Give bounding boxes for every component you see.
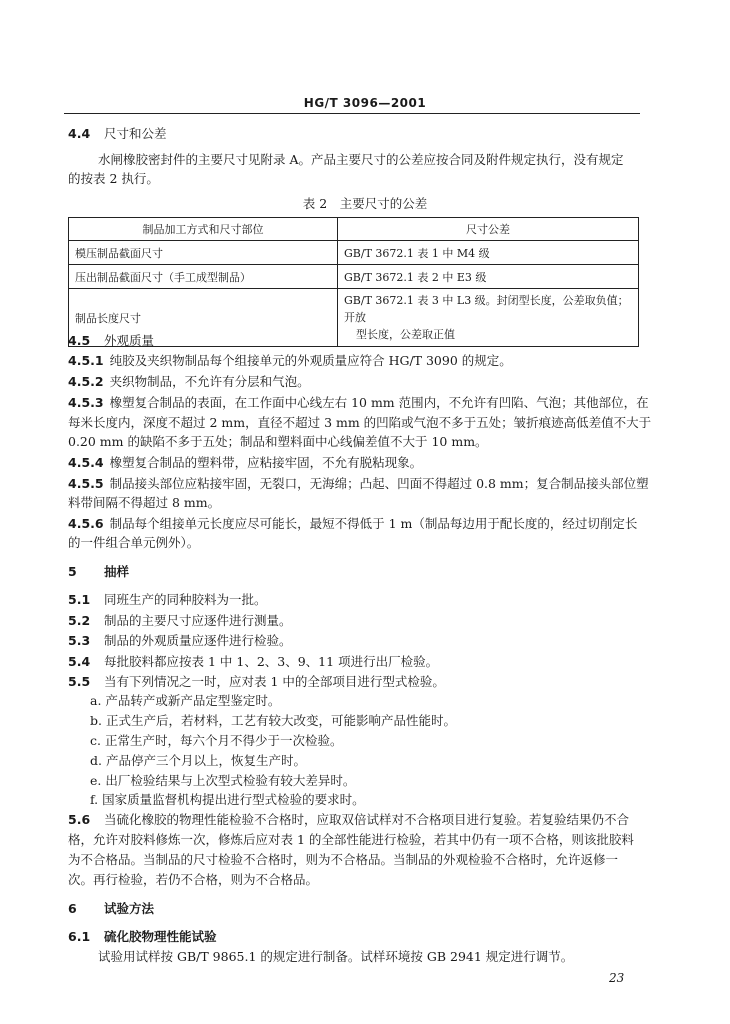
table-row [69, 265, 639, 289]
clause-text: 橡塑复合制品的塑料带，应粘接牢固，不允有脱粘现象。 [109, 455, 423, 470]
table-row [69, 241, 639, 265]
section-title: 外观质量 [104, 333, 155, 348]
section-4-5-heading [68, 331, 642, 351]
page-header: HG/T 3096—2001 [303, 96, 427, 110]
list-item: b. 正式生产后，若材料，工艺有较大改变，可能影响产品性能时。 [90, 713, 456, 728]
paragraph-line: 格，允许对胶料修炼一次，修炼后应对表 1 的全部性能进行检验，若其中仍有一项不合格，则该批胶料 [68, 832, 634, 847]
clause-5-1 [68, 590, 642, 610]
paragraph-line: 0.20 mm 的缺陷不多于五处；制品和塑料面中心线偏差值不大于 10 mm。 [68, 434, 488, 449]
paragraph-line: 料带间隔不得超过 8 mm。 [68, 495, 221, 510]
clause-number: 5.5 [68, 674, 91, 689]
cell-line: 型长度，公差取正值 [356, 328, 455, 341]
list-item: e. 出厂检验结果与上次型式检验有较大差异时。 [90, 773, 356, 788]
clause-text: 制品接头部位应粘接牢固，无裂口，无海绵；凸起、凹面不得超过 0.8 mm；复合制品接头部位塑 [109, 476, 649, 491]
paragraph-line: 次。再行检验，若仍不合格，则为不合格品。 [68, 872, 319, 887]
clause-number: 4.5.4 [68, 455, 104, 470]
list-item: a. 产品转产或新产品定型鉴定时。 [90, 693, 281, 708]
paragraph-line: 为不合格品。当制品的尺寸检验不合格时，则为不合格品。当制品的外观检验不合格时，允许返修一 [68, 852, 619, 867]
table-cell: 制品长度尺寸 [69, 289, 338, 347]
clause-text: 制品的主要尺寸应逐件进行测量。 [104, 613, 292, 628]
clause-text: 当硫化橡胶的物理性能检验不合格时，应取双倍试样对不合格项目进行复验。若复验结果仍不合 [104, 812, 630, 827]
clause-number: 5.3 [68, 633, 91, 648]
clause-text: 制品的外观质量应逐件进行检验。 [104, 633, 292, 648]
tolerance-table [68, 217, 639, 347]
table-caption: 表 2 主要尺寸的公差 [302, 196, 428, 211]
table-header-row [69, 218, 639, 241]
clause-number: 6.1 [68, 929, 91, 944]
clause-number: 4.5.1 [68, 353, 104, 368]
clause-text: 夹织物制品，不允许有分层和气泡。 [109, 374, 310, 389]
clause-number: 5.6 [68, 812, 91, 827]
clause-5-5 [68, 672, 642, 692]
clause-4-5-5 [68, 474, 649, 494]
clause-5-4 [68, 652, 642, 672]
section-4-4-heading [68, 124, 642, 144]
list-item: c. 正常生产时，每六个月不得少于一次检验。 [90, 733, 343, 748]
cell-line: GB/T 3672.1 表 3 中 L3 级。封闭型长度，公差取负值；开放 [344, 294, 629, 324]
section-title: 尺寸和公差 [104, 126, 167, 141]
section-number: 6 [68, 901, 77, 916]
clause-text: 同班生产的同种胶料为一批。 [104, 592, 267, 607]
clause-6-1-heading [68, 927, 642, 947]
list-item: d. 产品停产三个月以上，恢复生产时。 [90, 753, 306, 768]
clause-4-5-6 [68, 514, 642, 534]
page-number: 23 [609, 971, 625, 985]
column-header: 制品加工方式和尺寸部位 [69, 218, 338, 241]
section-title: 试验方法 [104, 901, 155, 916]
clause-text: 每批胶料都应按表 1 中 1、2、3、9、11 项进行出厂检验。 [104, 654, 439, 669]
clause-4-5-3 [68, 393, 649, 413]
section-number: 4.4 [68, 126, 91, 141]
paragraph-line: 的一件组合单元例外）。 [68, 535, 200, 550]
clause-text: 纯胶及夹织物制品每个组接单元的外观质量应符合 HG/T 3090 的规定。 [109, 353, 512, 368]
paragraph-line: 水闸橡胶密封件的主要尺寸见附录 A。产品主要尺寸的公差应按合同及附件规定执行，没有规定 [98, 152, 624, 167]
clause-number: 4.5.3 [68, 395, 104, 410]
clause-4-5-4 [68, 453, 642, 473]
clause-text: 制品每个组接单元长度应尽可能长，最短不得低于 1 m（制品每边用于配长度的，经过切削定长 [109, 516, 638, 531]
clause-text: 当有下列情况之一时，应对表 1 中的全部项目进行型式检验。 [104, 674, 445, 689]
clause-number: 4.5.6 [68, 516, 104, 531]
clause-5-3 [68, 631, 642, 651]
section-title: 抽样 [104, 564, 130, 579]
clause-4-5-1 [68, 351, 642, 371]
section-number: 4.5 [68, 333, 91, 348]
section-5-heading [68, 562, 642, 582]
clause-number: 4.5.2 [68, 374, 104, 389]
section-number: 5 [68, 564, 77, 579]
clause-number: 5.4 [68, 654, 91, 669]
paragraph-line: 每米长度内，深度不超过 2 mm，直径不超过 3 mm 的凹陷或气泡不多于五处；皱折痕迹高低差值不大于 [68, 415, 652, 430]
paragraph-line: 的按表 2 执行。 [68, 171, 159, 186]
list-item: f. 国家质量监督机构提出进行型式检验的要求时。 [90, 792, 365, 807]
paragraph-line: 试验用试样按 GB/T 9865.1 的规定进行制备。试样环境按 GB 2941 规定进行调节。 [98, 949, 574, 964]
table-cell: GB/T 3672.1 表 2 中 E3 级 [338, 265, 639, 289]
section-6-heading [68, 899, 642, 919]
clause-number: 5.2 [68, 613, 91, 628]
clause-number: 4.5.5 [68, 476, 104, 491]
clause-number: 5.1 [68, 592, 91, 607]
table-cell: GB/T 3672.1 表 1 中 M4 级 [338, 241, 639, 265]
clause-title: 硫化胶物理性能试验 [104, 929, 217, 944]
column-header: 尺寸公差 [338, 218, 639, 241]
header-rule [64, 113, 640, 114]
table-cell: 模压制品截面尺寸 [69, 241, 338, 265]
clause-4-5-2 [68, 372, 642, 392]
table-cell: 压出制品截面尺寸（手工成型制品） [69, 265, 338, 289]
clause-text: 橡塑复合制品的表面，在工作面中心线左右 10 mm 范围内，不允许有凹陷、气泡；其他部位，在 [109, 395, 649, 410]
clause-5-2 [68, 611, 642, 631]
clause-5-6 [68, 810, 642, 830]
